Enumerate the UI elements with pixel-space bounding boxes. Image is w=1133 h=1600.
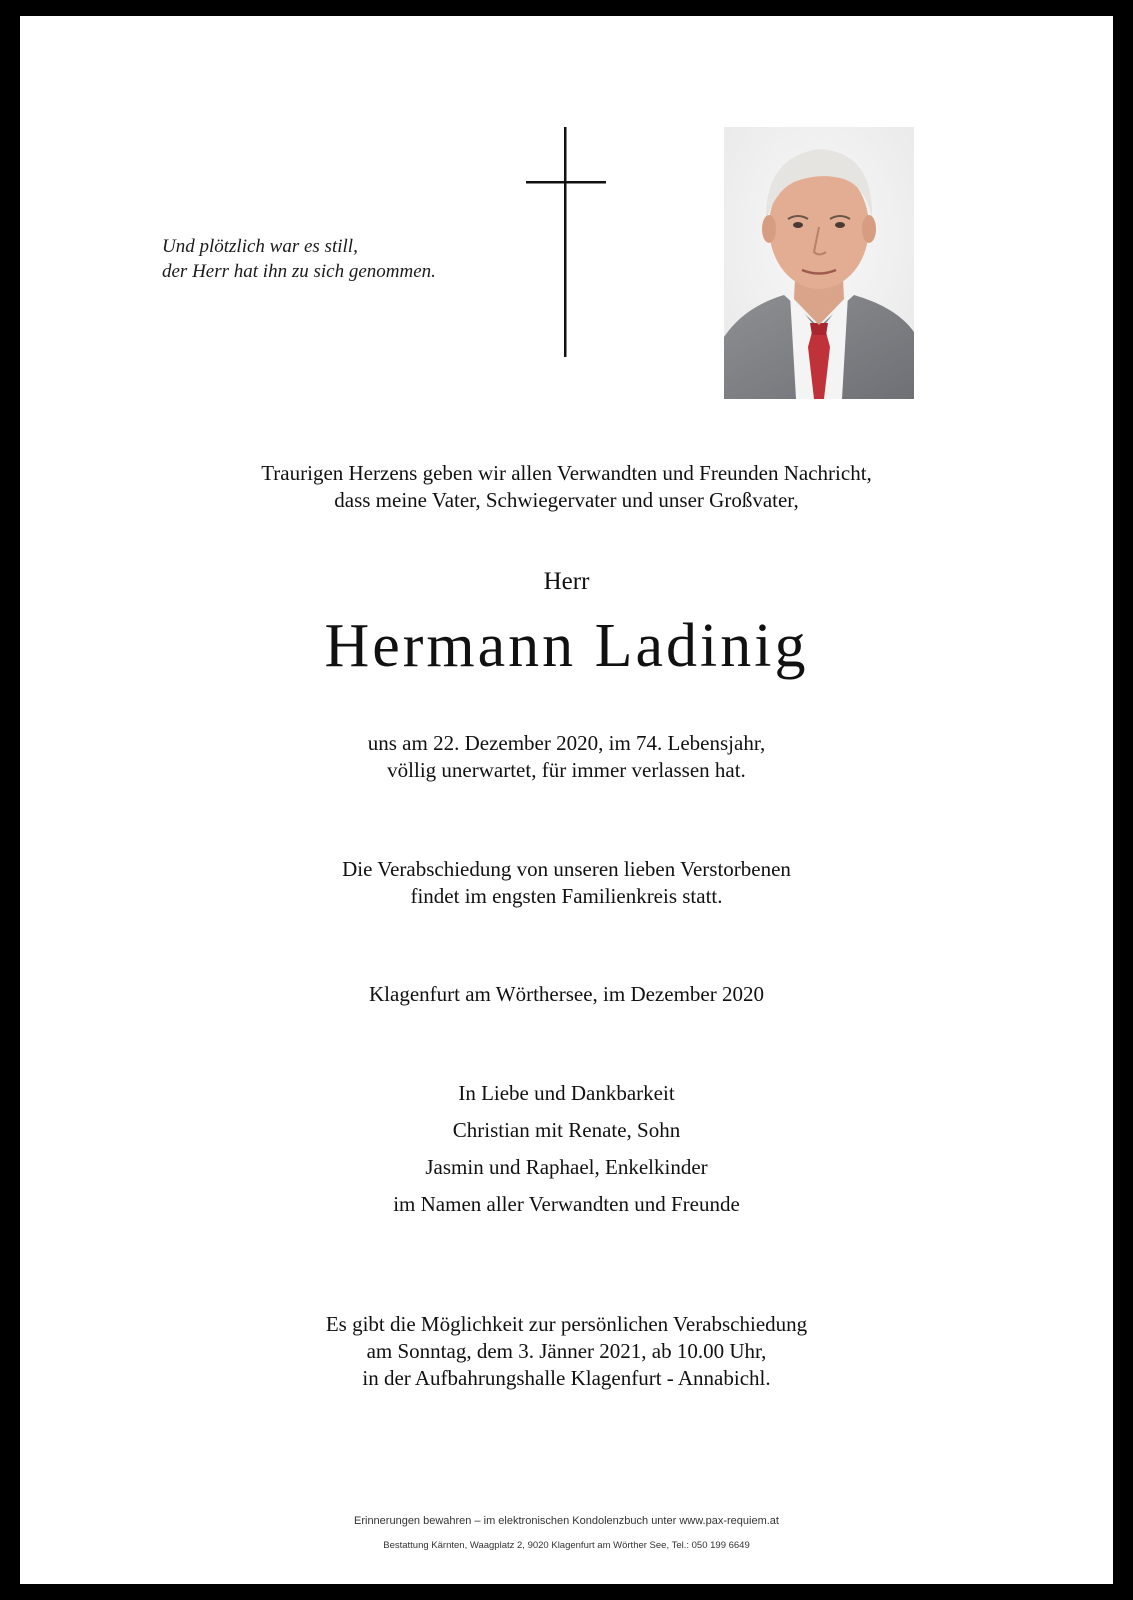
place-date — [0, 981, 1133, 1008]
intro-line-2: dass meine Vater, Schwiegervater und unser Großvater, — [334, 488, 799, 512]
farewell-line-1: Die Verabschiedung von unseren lieben Verstorbenen — [342, 857, 791, 881]
signature-line-4: im Namen aller Verwandten und Freunde — [393, 1192, 740, 1216]
viewing-notice — [0, 1311, 1133, 1392]
signatures — [0, 1080, 1133, 1228]
quote-line-1: Und plötzlich war es still, — [162, 236, 358, 257]
viewing-line-3: in der Aufbahrungshalle Klagenfurt - Annabichl. — [362, 1366, 771, 1390]
death-notice — [0, 730, 1133, 784]
viewing-line-1: Es gibt die Möglichkeit zur persönlichen Verabschiedung — [325, 1312, 808, 1336]
place-date-line: Klagenfurt am Wörthersee, im Dezember 2020 — [369, 982, 764, 1006]
intro-text — [0, 460, 1133, 514]
signature-line-2: Christian mit Renate, Sohn — [452, 1118, 681, 1142]
portrait-photo — [724, 127, 914, 399]
footer-address: Bestattung Kärnten, Waagplatz 2, 9020 Klagenfurt am Wörther See, Tel.: 050 199 6649 — [383, 1540, 750, 1551]
intro-line-1: Traurigen Herzens geben wir allen Verwandten und Freunden Nachricht, — [261, 461, 872, 485]
latin-cross-icon — [526, 127, 606, 357]
deceased-name: Hermann Ladinig — [324, 612, 809, 680]
signature-line-1: In Liebe und Dankbarkeit — [458, 1081, 675, 1105]
signature-line-3: Jasmin und Raphael, Enkelkinder — [425, 1155, 708, 1179]
footer-condolence: Erinnerungen bewahren – im elektronischen Kondolenzbuch unter www.pax-requiem.at — [354, 1515, 779, 1527]
death-line-2: völlig unerwartet, für immer verlassen hat. — [387, 758, 746, 782]
quote-line-2: der Herr hat ihn zu sich genommen. — [162, 261, 436, 282]
memorial-quote — [162, 234, 436, 284]
farewell-notice — [0, 856, 1133, 910]
honorific: Herr — [543, 568, 590, 595]
death-line-1: uns am 22. Dezember 2020, im 74. Lebensjahr, — [367, 731, 766, 755]
farewell-line-2: findet im engsten Familienkreis statt. — [410, 884, 723, 908]
viewing-line-2: am Sonntag, dem 3. Jänner 2021, ab 10.00 Uhr, — [366, 1339, 767, 1363]
